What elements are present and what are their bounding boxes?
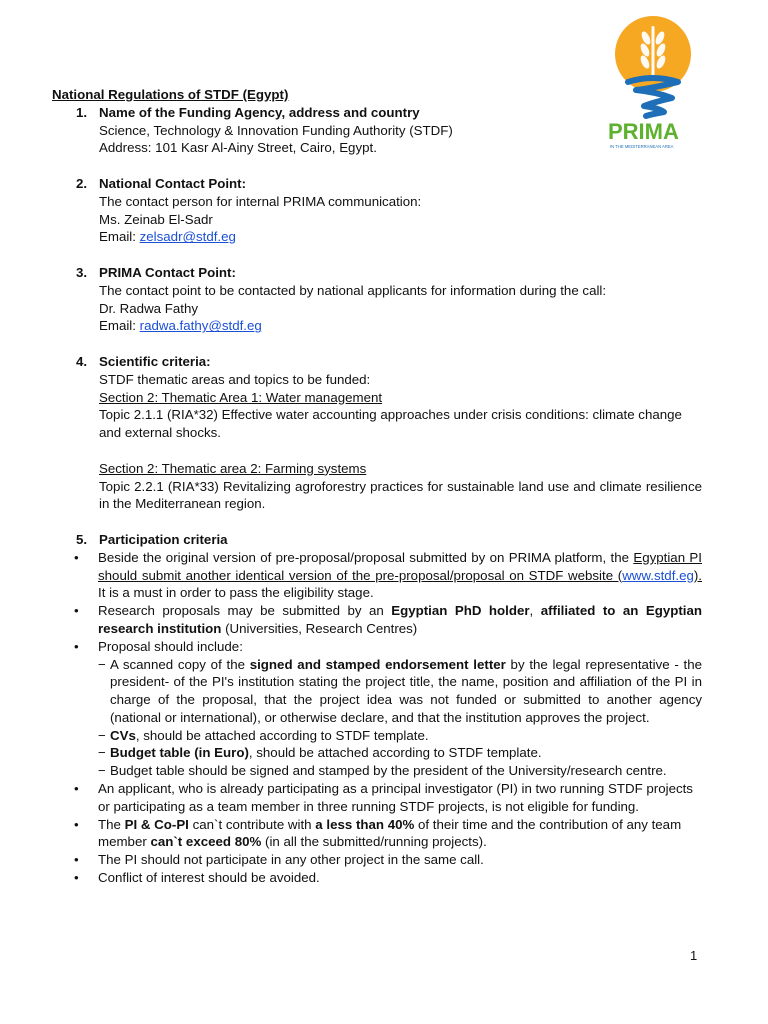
section-1 [52,104,702,157]
criteria-list [52,549,702,887]
list-item: • An applicant, who is already participating as a principal investigator (PI) in two running STDF projects or participating as a team member in three running STDF projects, is not eligible for funding. [52,780,702,816]
sub-item: − CVs, should be attached according to STDF template. [98,727,429,743]
section-4 [52,353,702,513]
section-number: 4. [76,353,88,369]
sub-item: − A scanned copy of the signed and stamped endorsement letter by the legal representative - the president- of the PI's institution stating the project title, the name, position and affiliation of the PI in charge of the proposal, that the project idea was not funded or submitted to another agency (national or international), or otherwise declare, and that the institution approves the project. [98,656,702,725]
email-link[interactable]: radwa.fathy@stdf.eg [139,318,262,334]
section-2 [52,175,702,246]
section-heading: Name of the Funding Agency, address and country [99,104,420,120]
email-label: Email: [99,229,140,245]
section-number: 2. [76,175,88,191]
email-label: Email: [99,318,140,334]
thematic-intro: STDF thematic areas and topics to be funded: [99,371,371,387]
list-item: • Conflict of interest should be avoided. [52,869,702,887]
thematic-area-2: Section 2: Thematic area 2: Farming systems [99,460,367,476]
section-heading: Scientific criteria: [99,353,211,369]
contact-description: The contact point to be contacted by national applicants for information during the call: [99,282,607,298]
prima-logo-text: PRIMA [608,119,679,144]
prima-logo-tagline: IN THE MEDITERRANEAN AREA [610,144,674,149]
section-number: 5. [76,531,88,547]
section-number: 3. [76,264,88,280]
agency-name: Science, Technology & Innovation Funding Authority (STDF) [99,122,453,138]
stdf-website-link[interactable]: www.stdf.eg [622,567,694,583]
sub-item: − Budget table should be signed and stamped by the president of the University/research centre. [98,763,667,779]
section-number: 1. [76,104,88,120]
section-heading: PRIMA Contact Point: [99,264,236,280]
list-item: • The PI & Co-PI can`t contribute with a less than 40% of their time and the contribution of any team member can`t exceed 80% (in all the submitted/running projects). [52,816,702,852]
contact-description: The contact person for internal PRIMA communication: [99,193,422,209]
topic-1: Topic 2.1.1 (RIA*32) Effective water accounting approaches under crisis conditions: climate change and external shocks. [99,407,682,441]
section-5 [52,531,702,887]
agency-address: Address: 101 Kasr Al-Ainy Street, Cairo, Egypt. [99,140,377,156]
section-heading: National Contact Point: [99,175,246,191]
contact-name: Dr. Radwa Fathy [99,300,199,316]
page-number: 1 [690,948,698,963]
list-item: • Beside the original version of pre-proposal/proposal submitted by on PRIMA platform, the Egyptian PI should submit another identical version of the pre-proposal/proposal on STDF website (www.stdf.eg). It is a must in order to pass the eligibility stage. [52,549,702,602]
contact-name: Ms. Zeinab El-Sadr [99,211,213,227]
thematic-area-1: Section 2: Thematic Area 1: Water management [99,389,383,405]
document-body [52,86,702,905]
email-link[interactable]: zelsadr@stdf.eg [139,229,236,245]
section-heading: Participation criteria [99,531,228,547]
list-item: • Research proposals may be submitted by an Egyptian PhD holder, affiliated to an Egyptian research institution (Universities, Research Centres) [52,602,702,638]
sub-item: − Budget table (in Euro), should be attached according to STDF template. [98,745,542,761]
list-item: • The PI should not participate in any other project in the same call. [52,851,702,869]
section-3 [52,264,702,335]
topic-2: Topic 2.2.1 (RIA*33) Revitalizing agroforestry practices for sustainable land use and climate resilience in the Mediterranean region. [99,478,702,512]
list-item: • Proposal should include: − A scanned copy of the signed and stamped endorsement letter by the legal representative - the president- of the PI's institution stating the project title, the name, position and affiliation of the PI in charge of the proposal, that the project idea was not funded or submitted to another agency (national or international), or otherwise declare, and that the institution approves the project. − CVs, should be attached according to STDF template. − Budget table (in Euro), should be attached according to STDF template. − Budget table should be signed and stamped by the president of the University/research centre. [52,638,702,780]
page-title: National Regulations of STDF (Egypt) [52,87,289,102]
